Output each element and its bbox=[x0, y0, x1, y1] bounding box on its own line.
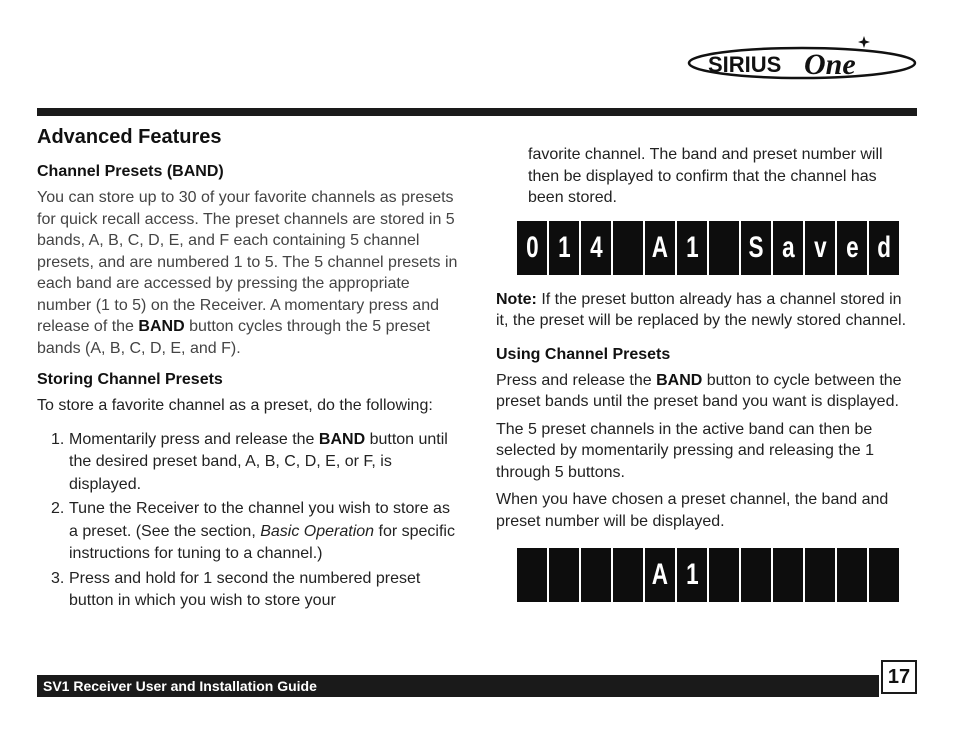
using-paragraph-2: The 5 preset channels in the active band can then be selected by momentarily pressing and releasing the 1 through 5 buttons. bbox=[496, 420, 874, 481]
section-heading: Advanced Features bbox=[37, 126, 222, 148]
display-character: d bbox=[869, 221, 899, 275]
display-preset bbox=[517, 548, 916, 602]
sirius-one-logo bbox=[686, 36, 918, 82]
display-character bbox=[549, 548, 579, 602]
note-paragraph: Note: If the preset button already has a channel stored in it, the preset will be replaced by the newly stored channel. bbox=[496, 290, 907, 329]
display-character: 1 bbox=[677, 221, 707, 275]
subheading-channel-presets: Channel Presets (BAND) bbox=[37, 163, 224, 180]
display-character bbox=[613, 221, 643, 275]
display-character: A bbox=[645, 221, 675, 275]
display-character: 1 bbox=[677, 548, 707, 602]
display-character bbox=[837, 548, 867, 602]
display-character: 1 bbox=[549, 221, 579, 275]
intro-paragraph: You can store up to 30 of your favorite channels as presets for quick recall access. The preset channels are stored in 5 bands, A, B, C, D, E, and F each containing 5 channel presets, and are numbered 1 to 5. The 5 channel presets in each band are accessed by pressing the appropriate number (1 to 5) on the Receiver. A momentary press and release of the BAND button cycles through the 5 preset bands (A, B, C, D, E, and F). bbox=[37, 189, 458, 357]
display-character bbox=[741, 548, 771, 602]
display-character bbox=[709, 548, 739, 602]
subheading-storing-presets: Storing Channel Presets bbox=[37, 371, 223, 388]
display-character bbox=[613, 548, 643, 602]
left-column bbox=[37, 126, 462, 615]
display-character: a bbox=[773, 221, 803, 275]
display-character: e bbox=[837, 221, 867, 275]
display-character: v bbox=[805, 221, 835, 275]
right-column bbox=[496, 144, 916, 616]
header-rule bbox=[37, 108, 917, 116]
step-1: 1. Momentarily press and release the BAND button until the desired preset band, A, B, C, D, E, or F, is displayed. bbox=[51, 430, 448, 493]
display-character bbox=[709, 221, 739, 275]
step-3: 3. Press and hold for 1 second the numbered preset button in which you wish to store your bbox=[51, 569, 421, 609]
logo-one-text: One bbox=[804, 48, 856, 81]
using-paragraph-3: When you have chosen a preset channel, the band and preset number will be displayed. bbox=[496, 491, 889, 530]
page-number: 17 bbox=[881, 660, 917, 694]
star-icon bbox=[858, 36, 870, 48]
display-character bbox=[517, 548, 547, 602]
display-character bbox=[805, 548, 835, 602]
storing-intro: To store a favorite channel as a preset, do the following: bbox=[37, 397, 433, 414]
display-character bbox=[869, 548, 899, 602]
display-character: 4 bbox=[581, 221, 611, 275]
display-saved bbox=[517, 221, 916, 275]
display-character: A bbox=[645, 548, 675, 602]
subheading-using-presets: Using Channel Presets bbox=[496, 345, 671, 363]
continued-paragraph: favorite channel. The band and preset number will then be displayed to confirm that the channel has been stored. bbox=[528, 146, 883, 206]
using-paragraph-1: Press and release the BAND button to cycle between the preset bands until the preset band you want is displayed. bbox=[496, 371, 902, 410]
display-character: S bbox=[741, 221, 771, 275]
display-character: 0 bbox=[517, 221, 547, 275]
display-character bbox=[773, 548, 803, 602]
display-character bbox=[581, 548, 611, 602]
footer-title: SV1 Receiver User and Installation Guide bbox=[37, 675, 879, 697]
step-2: 2. Tune the Receiver to the channel you wish to store as a preset. (See the section, Basic Operation for specific instructions for tuning to a channel.) bbox=[51, 500, 455, 562]
logo-sirius-text: SIRIUS bbox=[708, 52, 782, 77]
